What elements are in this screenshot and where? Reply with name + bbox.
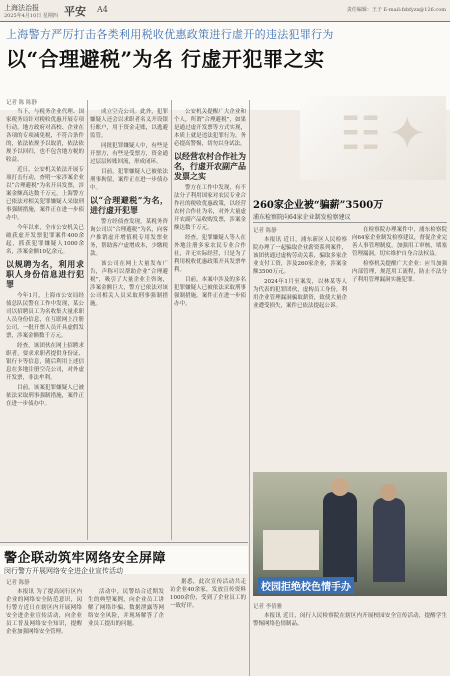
- paragraph: 经查，该团伙在网上招聘求职者，要求求职者提供身份证、银行卡等信息，随后利用上述信息在多地注册空壳公司，对外虚开发票，非法牟利。: [6, 343, 84, 381]
- article-3-byline: 记者 陈静: [6, 580, 30, 586]
- decorative-seal-graphic: ☷ ✦: [340, 106, 423, 160]
- paragraph: 在检察院办理案件中，浦东检察院向64家企业制发检察建议，督促企业完善人事管理制度，加强用工审核，堵塞管理漏洞，切实维护自身合法权益。: [352, 227, 447, 257]
- article-2-byline: 记者 陈静: [253, 228, 277, 234]
- article-column-1: [6, 108, 84, 538]
- paragraph: 本报讯 近日，闵行人民检察院在辖区内开展校园安全宣传活动，提醒学生警惕网络色情制品。: [253, 613, 447, 627]
- photo-person: [323, 492, 357, 582]
- paragraph: 目前，犯罪嫌疑人已被依法刑事拘留，案件正在进一步侦办中。: [90, 169, 168, 191]
- subheading: 以经营农村合作社为名，行虚开农副产品发票之实: [174, 151, 246, 181]
- paragraph: 目前，该案犯罪嫌疑人已被依法采取刑事强制措施，案件正在进一步侦办中。: [6, 385, 84, 407]
- paragraph: 检察机关提醒广大企业：应当加强内部管理，规范用工流程，防止不法分子利用管理漏洞实施犯罪。: [352, 261, 447, 283]
- paragraph: 今年1月，上海市公安局经侦总队民警在工作中发现，某公司以招聘员工为名收集大量求职人员身份信息，在互联网上注册公司，一批开票人员开具虚假发票，涉案金额数千万元。: [6, 293, 84, 339]
- article-4-body: [253, 612, 447, 674]
- article-3-subtitle: 闵行警方开展网络安全进企业宣传活动: [4, 567, 123, 575]
- article-2-headline: 260家企业被“骗薪”3500万: [253, 200, 384, 211]
- photo-person: [373, 498, 405, 582]
- paragraph: 同批犯罪嫌疑人中，有些是开票方，有些是受票方，资金通过层层转账回流，形成闭环。: [90, 143, 168, 165]
- photo-caption: 校园拒绝校色情手办: [258, 577, 354, 594]
- article-2-column-2: [352, 226, 447, 468]
- headline-title: 以“合理避税”为名 行虚开犯罪之实: [6, 47, 325, 71]
- article-2-column-1: [253, 236, 347, 468]
- paragraph: 据悉，此次宣传活动共走访企业40余家，发放宣传资料1000余份，受到了企业员工的一致好评。: [170, 579, 246, 609]
- paragraph: 活动中，民警结合近期发生的典型案例，向企业员工讲解了网络诈骗、数据泄露等网络安全风险，并现场解答了企业员工提出的问题。: [88, 589, 164, 627]
- article-3-column-1: [6, 588, 82, 674]
- editor-info: 责任编辑：王子 E-mail:fzbfyzx@126.com: [346, 7, 446, 13]
- page-number: A4: [97, 5, 108, 14]
- article-4-byline: 记者 李倩雅: [253, 604, 283, 610]
- headline-subtitle: 上海警方严厉打击各类利用税收优惠政策进行虚开的违法犯罪行为: [6, 28, 334, 41]
- article-3-headline: 警企联动筑牢网络安全屏障: [4, 551, 167, 566]
- paragraph: 警方在工作中发现，有不法分子利用国家对农民专业合作社的税收优惠政策，以经营农村合作社为名，对外大量虚开农副产品收购发票，涉案金额达数千万元。: [174, 185, 246, 231]
- article-column-3: [174, 108, 246, 538]
- paragraph: 该公司在网上大量发布广告，声称可以帮助企业“合理避税”，吸引了大量企业主咨询，涉案金额巨大，警方已依法对该公司相关人员采取刑事强制措施。: [90, 261, 168, 307]
- column-divider: [171, 100, 172, 540]
- paragraph: 本报讯 为了提高闵行区内企业的网络安全防范意识，闵行警方近日在辖区内开展网络安全进企业宣传活动，向企业员工普及网络安全知识，提醒企业加强网络安全管理。: [6, 589, 82, 635]
- divider: [253, 222, 447, 223]
- paper-name: 上海法治报: [4, 4, 39, 12]
- photo-person-head: [331, 478, 349, 496]
- article-column-2: [90, 108, 168, 538]
- paragraph: 近日，公安机关依法开展专项打击行动，查明一家涉案企业以“合理避税”为名开具发票，涉案金额高达数千万元，上海警方已依法对相关犯罪嫌疑人采取刑事强制措施，案件正在进一步侦办中。: [6, 167, 84, 221]
- paragraph: 本报讯 近日，浦东新区人民检察院办理了一起骗取企业薪资系列案件，该团伙通过虚构劳动关系，骗取多家企业支付工资，涉及260家企业，涉案金额3500万元。: [253, 237, 347, 275]
- column-divider: [249, 100, 250, 676]
- paragraph: 当下，与税务企业代理、国家税务局针对税收优惠开展专项行动，地方政府对高校、企业在各项的专项减免税，不符合条件的，依法依规予以取消，依法依规予以回归，也不包含地方税的收益。: [6, 109, 84, 163]
- photo-sign: [263, 530, 319, 570]
- article-2-subtitle: 浦东检察院向64家企业制发检察建议: [253, 214, 351, 221]
- paragraph: 今年以来，全市公安机关已破获虚开发票犯罪案件400余起，抓获犯罪嫌疑人1000余名，涉案金额10亿余元。: [6, 225, 84, 255]
- column-divider: [87, 100, 88, 540]
- subheading: 以规聘为名，利用求职人身份信息进行犯罪: [6, 259, 84, 289]
- article-3-column-3: [170, 578, 246, 674]
- photo-person-head: [380, 484, 397, 501]
- paragraph: 经查，犯罪嫌疑人等人在外地注册多家农民专业合作社，并无实际经营，只是为了利用税收优惠政策开具发票牟利。: [174, 235, 246, 273]
- paragraph: 公安机关提醒广大企业和个人，所谓“合理避税”，如果是通过虚开发票等方式实现，本质上就是违法犯罪行为，务必提高警惕，切勿以身试法。: [174, 109, 246, 147]
- article-3-column-2: [88, 588, 164, 674]
- divider: [0, 542, 248, 543]
- paragraph: 成立空壳公司。此外，犯罪嫌疑人还会以求职者名义开设银行账户，用于资金走账，以逃避监管。: [90, 109, 168, 139]
- paragraph: 2024年1月至案发，以林某等人为代表的犯罪团伙，虚构员工身份，利用企业管理漏洞骗取薪资，致使大量企业遭受损失，案件已依法提起公诉。: [253, 279, 347, 309]
- paragraph: 警方经侦查发现，某税务咨询公司以“合理避税”为名，向客户推销虚开增值税专用发票业务，帮助客户虚增成本，少缴税款。: [90, 219, 168, 257]
- subheading: 以“合理避税”为名，进行虚开犯罪: [90, 195, 168, 215]
- issue-date: 2025年4月10日 星期四: [4, 13, 58, 19]
- paragraph: 目前，本案中涉及的多名犯罪嫌疑人已被依法采取刑事强制措施，案件正在进一步侦办中。: [174, 277, 246, 307]
- section-title: 平安: [64, 5, 86, 18]
- article-byline: 记者 陈 陈静: [6, 100, 37, 106]
